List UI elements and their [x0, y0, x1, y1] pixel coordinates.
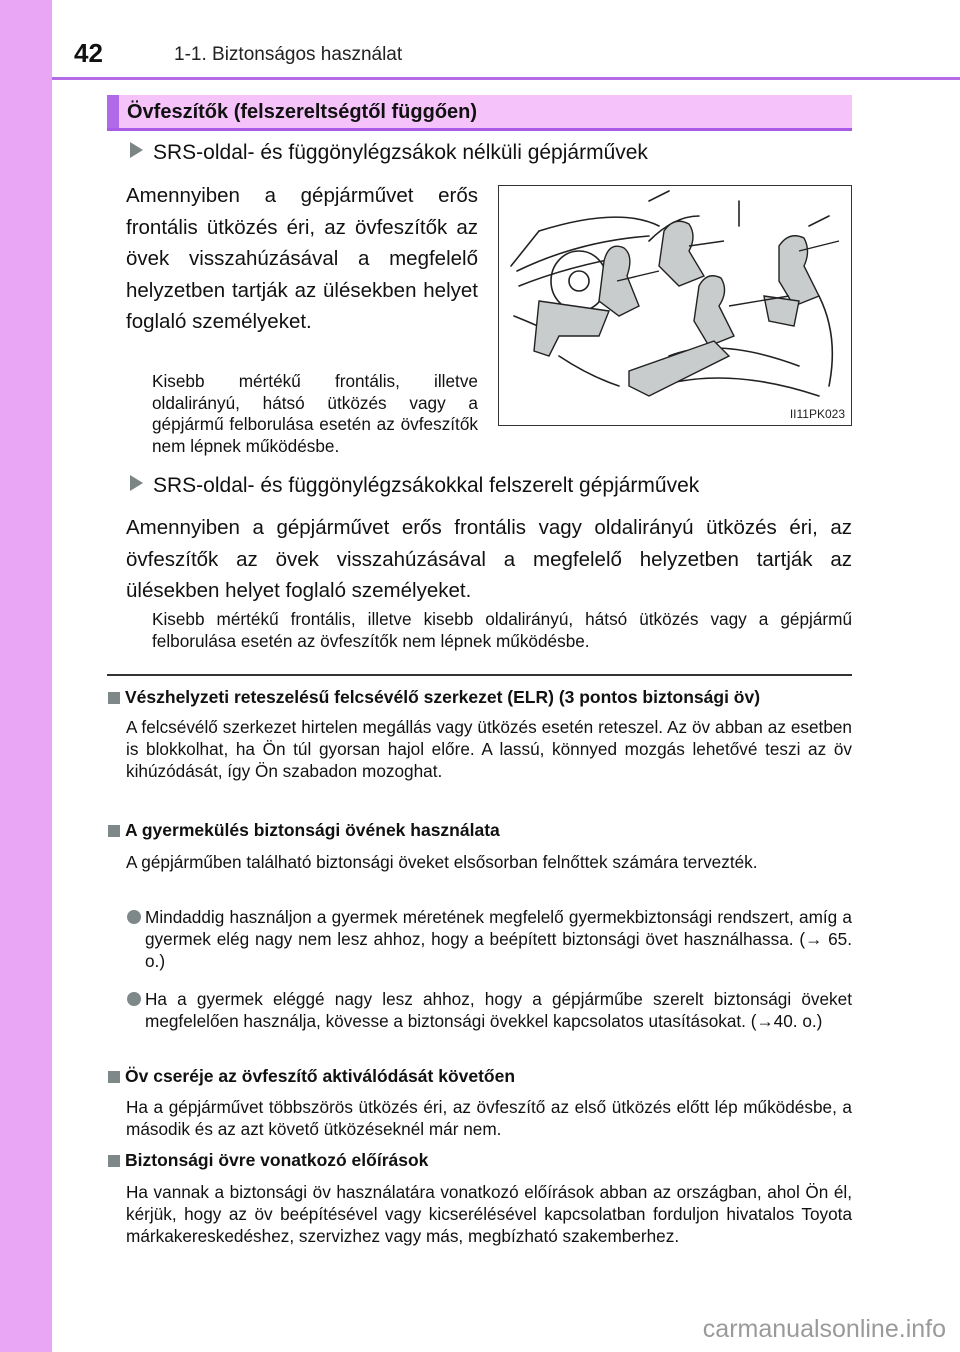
subheading-text: SRS-oldal- és függönylégzsákok nélküli gépjárművek [153, 141, 648, 164]
figure-code: II11PK023 [789, 407, 845, 421]
chapter-title: 1-1. Biztonságos használat [174, 44, 403, 65]
info-heading-text: Öv cseréje az övfeszítő aktiválódását követően [125, 1066, 516, 1086]
info-heading-regulations [108, 1150, 428, 1171]
block2-body: Amennyiben a gépjárművet erős frontális vagy oldalirányú ütközés éri, az övfeszítők az övek visszahúzásával a megfelelő helyzetben tartják az ülésekben helyet foglaló személyeket. [126, 516, 852, 602]
info-body-belt-replacement: Ha a gépjárművet többszörös ütközés éri, az övfeszítő az első ütközés előtt lép működésbe, a második és az azt követő ütközéseknél már nem. [126, 1097, 852, 1139]
square-bullet-icon [108, 1071, 120, 1083]
info-body-elr: A felcsévélő szerkezet hirtelen megállás vagy ütközés esetén reteszel. Az öv abban az esetben is blokkolhat, ha Ön túl gyorsan hajol előre. A lassú, könnyed mozgás lehetővé teszi az öv kihúzódását, így Ön szabadon mozoghat. [126, 717, 852, 781]
info-heading-child-seat [108, 820, 500, 841]
square-bullet-icon [108, 1155, 120, 1167]
info-body-child-seat: A gépjárműben található biztonsági öveket elsősorban felnőttek számára tervezték. [126, 852, 758, 872]
section-accent [107, 95, 119, 128]
subheading-with-side-airbags [130, 474, 699, 498]
page-number: 42 [74, 38, 103, 68]
list-item [145, 988, 852, 1032]
block1-note: Kisebb mértékű frontális, illetve oldalirányú, hátsó ütközés vagy a gépjármű felborulása esetén az övfeszítők nem lépnek működésbe. [152, 371, 478, 456]
section-title: Övfeszítők (felszereltségtől függően) [127, 101, 478, 123]
list-item-text: Mindaddig használjon a gyermek méretének megfelelő gyermekbiztonsági rendszert, amíg a gyermek elég nagy nem lesz ahhoz, hogy a beépített biztonsági övet használhassa. (→ 65. o.) [145, 907, 852, 971]
square-bullet-icon [108, 825, 120, 837]
section-heading-bar [107, 95, 852, 131]
block2-note: Kisebb mértékű frontális, illetve kisebb oldalirányú, hátsó ütközés vagy a gépjármű felborulása esetén az övfeszítők nem lépnek működésbe. [152, 609, 852, 651]
square-bullet-icon [108, 692, 120, 704]
side-color-strip [0, 0, 52, 1352]
info-heading-text: Biztonsági övre vonatkozó előírások [125, 1150, 429, 1170]
block1-body: Amennyiben a gépjárművet erős frontális ütközés éri, az övfeszítők az övek visszahúzásával a megfelelő helyzetben tartják az ülésekben helyet foglaló személyeket. [126, 184, 478, 333]
triangle-bullet-icon [130, 142, 143, 158]
info-heading-text: A gyermekülés biztonsági övének használata [125, 820, 500, 840]
circle-bullet-icon [127, 992, 141, 1006]
info-heading-elr [108, 687, 760, 708]
occupant-illustration [498, 185, 852, 426]
section-divider [107, 674, 852, 676]
watermark: carmanualsonline.info [702, 1315, 946, 1343]
list-item-text: Ha a gyermek eléggé nagy lesz ahhoz, hogy a gépjárműbe szerelt biztonsági öveket megfelelően használja, kövesse a biztonsági övekkel kapcsolatos utasításokat. (→40. o.) [145, 989, 852, 1031]
circle-bullet-icon [127, 910, 141, 924]
info-heading-text: Vészhelyzeti reteszelésű felcsévélő szerkezet (ELR) (3 pontos biztonsági öv) [125, 687, 761, 707]
header-divider [52, 77, 960, 80]
subheading-no-side-airbags [130, 141, 648, 165]
car-interior-illustration-icon [499, 186, 850, 424]
list-item [145, 906, 852, 972]
info-body-regulations: Ha vannak a biztonsági öv használatára vonatkozó előírások abban az országban, ahol Ön él, kérjük, hogy az öv beépítésével vagy kicserélésével kapcsolatban forduljon hivatalos Toyota márkakereskedéshez, szervizhez vagy más, megbízható szakemberhez. [126, 1182, 852, 1246]
triangle-bullet-icon [130, 475, 143, 491]
subheading-text: SRS-oldal- és függönylégzsákokkal felszerelt gépjárművek [153, 474, 700, 497]
info-heading-belt-replacement [108, 1066, 515, 1087]
